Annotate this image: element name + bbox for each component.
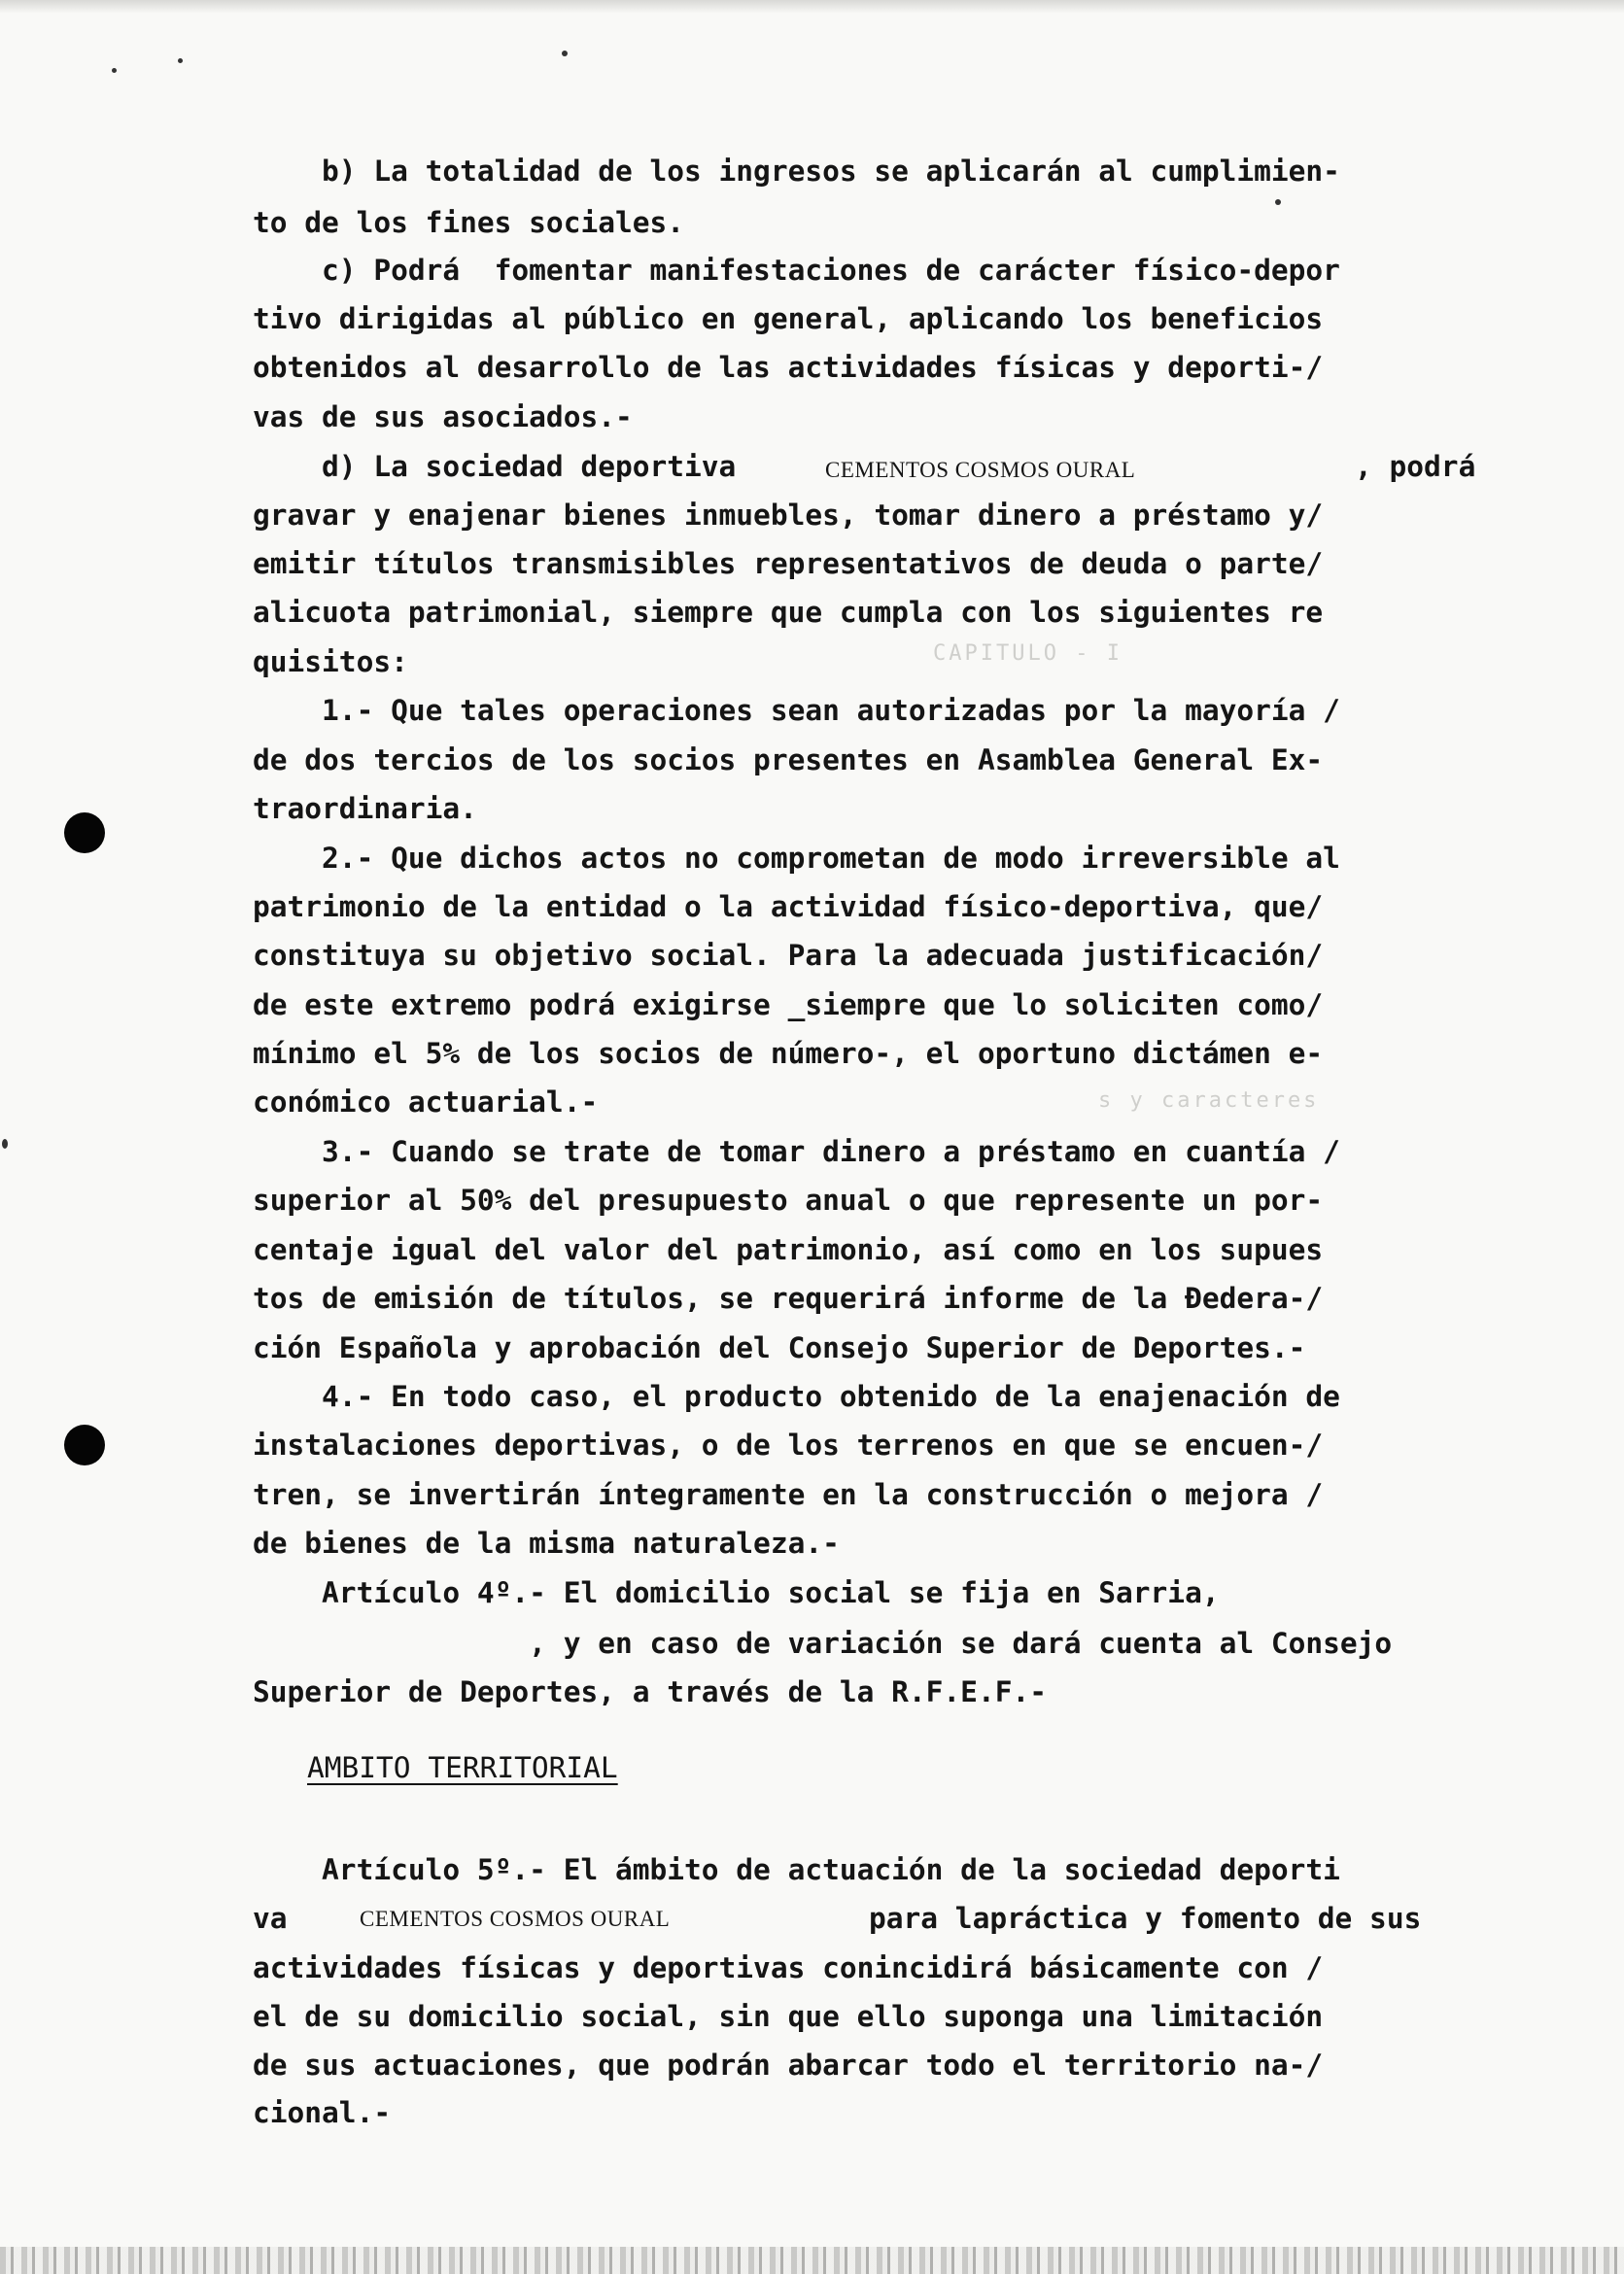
scan-edge-top bbox=[0, 0, 1624, 14]
text-line: c) Podrá fomentar manifestaciones de carácter físico-depor bbox=[253, 254, 1340, 287]
bleed-through-mark: s y caracteres bbox=[1098, 1088, 1320, 1113]
text-line: patrimonio de la entidad o la actividad físico-deportiva, que/ bbox=[253, 890, 1324, 923]
section-heading: AMBITO TERRITORIAL bbox=[307, 1751, 618, 1784]
text-line: Artículo 4º.- El domicilio social se fija en Sarria, bbox=[253, 1576, 1220, 1609]
text-line: tos de emisión de títulos, se requerirá informe de la Ðedera-/ bbox=[253, 1282, 1324, 1315]
text-line: superior al 50% del presupuesto anual o que represente un por- bbox=[253, 1184, 1324, 1217]
scan-speck bbox=[562, 51, 568, 56]
bleed-through-mark: CAPITULO - I bbox=[933, 641, 1123, 666]
text-line: conómico actuarial.- bbox=[253, 1085, 599, 1119]
text-line: de este extremo podrá exigirse _siempre que lo soliciten como/ bbox=[253, 988, 1324, 1021]
text-line: actividades físicas y deportivas conincidirá básicamente con / bbox=[253, 1951, 1324, 1984]
text-line: Superior de Deportes, a través de la R.F.E.F.- bbox=[253, 1675, 1047, 1708]
text-line: el de su domicilio social, sin que ello suponga una limitación bbox=[253, 2000, 1324, 2033]
text-line: Artículo 5º.- El ámbito de actuación de la sociedad deporti bbox=[253, 1853, 1340, 1886]
company-name-stamp: CEMENTOS COSMOS OURAL bbox=[360, 1907, 671, 1931]
text-line: vas de sus asociados.- bbox=[253, 400, 633, 433]
text-line: ción Española y aprobación del Consejo Superior de Deportes.- bbox=[253, 1331, 1306, 1364]
text-line: gravar y enajenar bienes inmuebles, tomar dinero a préstamo y/ bbox=[253, 499, 1324, 532]
text-line: mínimo el 5% de los socios de número-, el oportuno dictámen e- bbox=[253, 1037, 1324, 1070]
scan-speck bbox=[178, 58, 183, 63]
text-line: to de los fines sociales. bbox=[253, 206, 685, 239]
text-line: traordinaria. bbox=[253, 792, 477, 825]
text-line: , podrá bbox=[1355, 450, 1476, 483]
text-line: 4.- En todo caso, el producto obtenido de la enajenación de bbox=[253, 1380, 1340, 1413]
text-line: 1.- Que tales operaciones sean autorizadas por la mayoría / bbox=[253, 694, 1340, 727]
punch-hole-bottom bbox=[64, 1425, 105, 1465]
text-line: constituya su objetivo social. Para la adecuada justificación/ bbox=[253, 939, 1324, 972]
scan-edge-bottom bbox=[0, 2247, 1624, 2274]
text-line: quisitos: bbox=[253, 645, 408, 678]
text-line: cional.- bbox=[253, 2096, 392, 2129]
text-line: instalaciones deportivas, o de los terrenos en que se encuen-/ bbox=[253, 1429, 1324, 1462]
text-line: , y en caso de variación se dará cuenta al Consejo bbox=[253, 1627, 1393, 1660]
text-line: de bienes de la misma naturaleza.- bbox=[253, 1527, 840, 1560]
text-line: b) La totalidad de los ingresos se aplicarán al cumplimien- bbox=[253, 155, 1340, 188]
text-line: emitir títulos transmisibles representativos de deuda o parte/ bbox=[253, 547, 1324, 580]
text-line: obtenidos al desarrollo de las actividades físicas y deporti-/ bbox=[253, 351, 1324, 384]
text-line: alicuota patrimonial, siempre que cumpla con los siguientes re bbox=[253, 596, 1324, 629]
text-line: va bbox=[253, 1902, 288, 1935]
punch-hole-top bbox=[64, 812, 105, 853]
text-line: para lapráctica y fomento de sus bbox=[869, 1902, 1422, 1935]
text-line: de sus actuaciones, que podrán abarcar todo el territorio na-/ bbox=[253, 2049, 1324, 2082]
text-line: tren, se invertirán íntegramente en la construcción o mejora / bbox=[253, 1478, 1324, 1511]
text-line: d) La sociedad deportiva bbox=[253, 450, 737, 483]
text-line: 2.- Que dichos actos no comprometan de modo irreversible al bbox=[253, 842, 1340, 875]
scan-speck bbox=[112, 68, 117, 73]
company-name-stamp: CEMENTOS COSMOS OURAL bbox=[825, 458, 1136, 482]
text-line: centaje igual del valor del patrimonio, así como en los supues bbox=[253, 1233, 1324, 1266]
scan-speck bbox=[1275, 199, 1281, 205]
scan-speck bbox=[2, 1139, 8, 1149]
text-line: tivo dirigidas al público en general, aplicando los beneficios bbox=[253, 302, 1324, 335]
text-line: 3.- Cuando se trate de tomar dinero a préstamo en cuantía / bbox=[253, 1135, 1340, 1168]
text-line: de dos tercios de los socios presentes en Asamblea General Ex- bbox=[253, 743, 1324, 776]
